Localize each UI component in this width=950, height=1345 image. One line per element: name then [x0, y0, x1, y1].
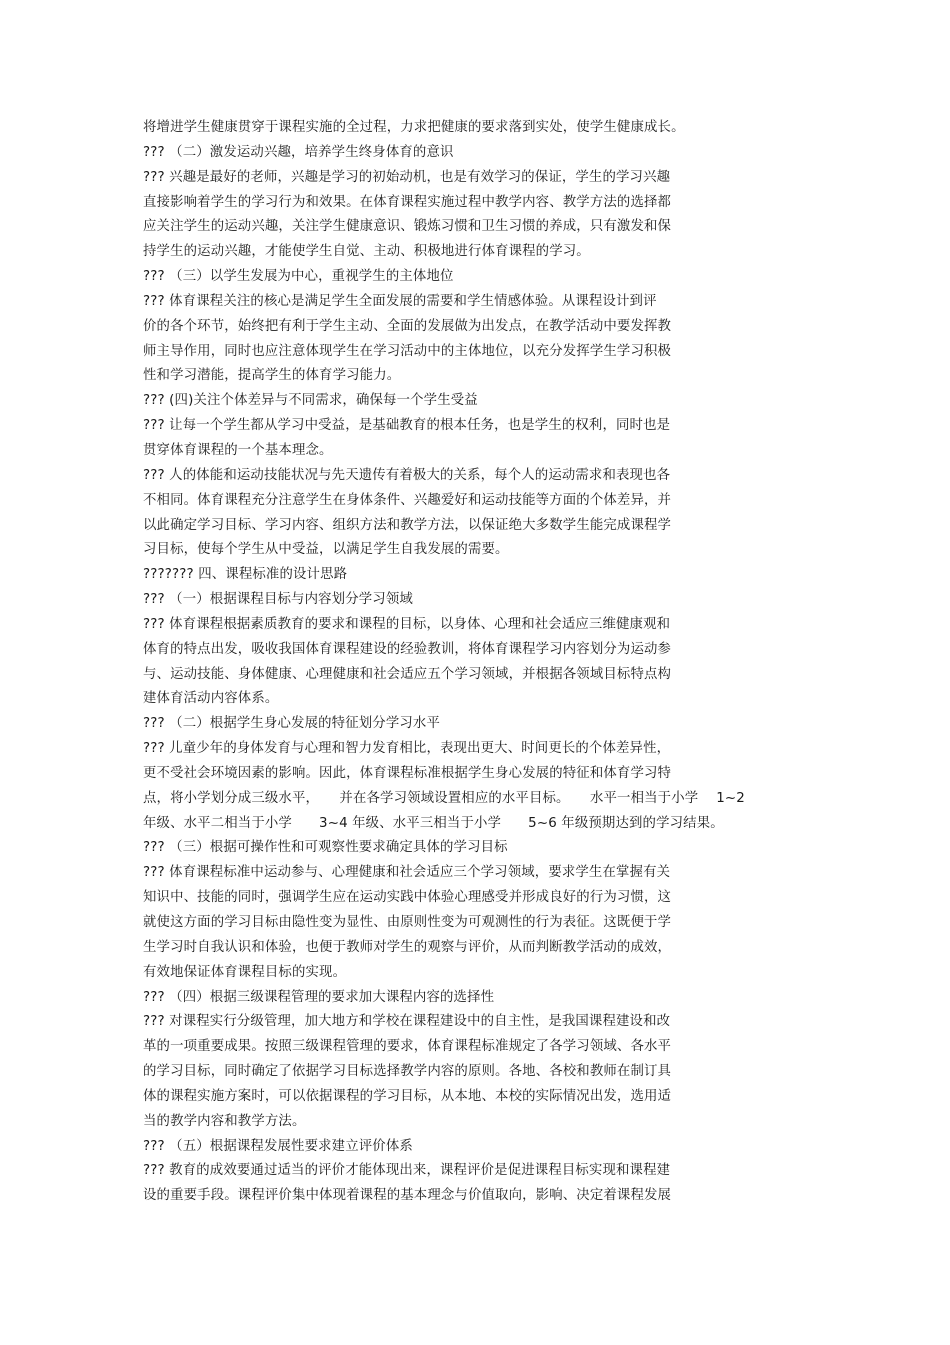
text-line-content: 有效地保证体育课程目标的实现。 — [143, 964, 347, 980]
text-line — [143, 1110, 843, 1135]
text-line-content: 价的各个环节，始终把有利于学生主动、全面的发展做为出发点，在教学活动中要发挥教 — [143, 318, 672, 334]
text-line-content: ??? 儿童少年的身体发育与心理和智力发育相比，表现出更大、时间更长的个体差异性， — [143, 741, 671, 757]
text-line — [143, 514, 843, 539]
text-line — [143, 1159, 843, 1184]
text-line-content: 习目标，使每个学生从中受益，以满足学生自我发展的需要。 — [143, 542, 509, 558]
text-line-content: ??? 让每一个学生都从学习中受益，是基础教育的根本任务，也是学生的权利，同时也是 — [143, 418, 671, 434]
text-line — [143, 414, 843, 439]
text-line-content: 应关注学生的运动兴趣，关注学生健康意识、锻炼习惯和卫生习惯的养成，只有激发和保 — [143, 219, 672, 235]
text-line — [143, 489, 843, 514]
text-line — [143, 166, 843, 191]
text-line-content: 的学习目标，同时确定了依据学习目标选择教学内容的原则。各地、各校和教师在制订具 — [143, 1064, 672, 1080]
text-line-content: 性和学习潜能，提高学生的体育学习能力。 — [143, 368, 401, 384]
text-line — [143, 116, 843, 141]
text-line-content: 将增进学生健康贯穿于课程实施的全过程，力求把健康的要求落到实处，使学生健康成长。 — [143, 120, 685, 135]
text-line — [143, 1035, 843, 1060]
text-line-content: 设的重要手段。课程评价集中体现着课程的基本理念与价值取向，影响、决定着课程发展 — [143, 1188, 672, 1204]
text-line — [143, 439, 843, 464]
text-line-content: 师主导作用，同时也应注意体现学生在学习活动中的主体地位，以充分发挥学生学习积极 — [143, 343, 672, 359]
text-line-content: 年级、水平二相当于小学 3~4 年级、水平三相当于小学 5~6 年级预期达到的学习结果。 — [143, 815, 724, 831]
text-line — [143, 191, 843, 216]
text-line — [143, 663, 843, 688]
text-line-content: ??? 兴趣是最好的老师，兴趣是学习的初始动机，也是有效学习的保证，学生的学习兴趣 — [143, 169, 671, 185]
text-line — [143, 886, 843, 911]
text-line — [143, 364, 843, 389]
text-line — [143, 911, 843, 936]
text-line-content: 以此确定学习目标、学习内容、组织方法和教学方法，以保证绝大多数学生能完成课程学 — [143, 517, 672, 533]
text-line-content: ??? (四)关注个体差异与不同需求，确保每一个学生受益 — [143, 393, 478, 409]
section-heading — [143, 712, 843, 737]
text-line — [143, 961, 843, 986]
text-line — [143, 240, 843, 265]
text-line-content: 直接影响着学生的学习行为和效果。在体育课程实施过程中教学内容、教学方法的选择都 — [143, 194, 672, 210]
text-line-content: ??? （二）激发运动兴趣，培养学生终身体育的意识 — [143, 144, 454, 160]
text-line-content: 就使这方面的学习目标由隐性变为显性、由原则性变为可观测性的行为表征。这既便于学 — [143, 915, 672, 930]
text-line-content: ??? （五）根据课程发展性要求建立评价体系 — [143, 1138, 413, 1154]
text-line-content: ??? 人的体能和运动技能状况与先天遗传有着极大的关系，每个人的运动需求和表现也各 — [143, 467, 671, 483]
text-line — [143, 1085, 843, 1110]
text-line-content: ??? 体育课程关注的核心是满足学生全面发展的需要和学生情感体验。从课程设计到评 — [143, 293, 657, 309]
text-line — [143, 687, 843, 712]
text-line — [143, 315, 843, 340]
text-line-content: 生学习时自我认识和体验，也便于教师对学生的观察与评价，从而判断教学活动的成效， — [143, 939, 672, 955]
section-heading — [143, 1135, 843, 1160]
text-line-content: ??? （三）以学生发展为中心，重视学生的主体地位 — [143, 269, 454, 285]
text-line — [143, 464, 843, 489]
text-line-content: ??? （一）根据课程目标与内容划分学习领域 — [143, 592, 413, 608]
text-line-content: 持学生的运动兴趣，才能使学生自觉、主动、积极地进行体育课程的学习。 — [143, 244, 590, 260]
text-line-content: 与、运动技能、身体健康、心理健康和社会适应五个学习领域，并根据各领域目标特点构 — [143, 666, 672, 682]
text-line-content: ??? （四）根据三级课程管理的要求加大课程内容的选择性 — [143, 989, 495, 1005]
text-line-content: ??? （二）根据学生身心发展的特征划分学习水平 — [143, 716, 440, 732]
document-body — [143, 116, 843, 1209]
text-line-content: 不相同。体育课程充分注意学生在身体条件、兴趣爱好和运动技能等方面的个体差异，并 — [143, 492, 672, 508]
text-line-content: ??? 教育的成效要通过适当的评价才能体现出来，课程评价是促进课程目标实现和课程建 — [143, 1163, 671, 1179]
text-line — [143, 787, 843, 812]
text-line — [143, 290, 843, 315]
text-line-content: ??????? 四、课程标准的设计思路 — [143, 567, 348, 583]
text-line-content: 革的一项重要成果。按照三级课程管理的要求，体育课程标准规定了各学习领域、各水平 — [143, 1039, 672, 1055]
text-line — [143, 936, 843, 961]
text-line-content: ??? 体育课程标准中运动参与、心理健康和社会适应三个学习领域，要求学生在掌握有关 — [143, 865, 671, 881]
text-line-content: 更不受社会环境因素的影响。因此，体育课程标准根据学生身心发展的特征和体育学习特 — [143, 765, 672, 781]
text-line-content: 知识中、技能的同时，强调学生应在运动实践中体验心理感受并形成良好的行为习惯，这 — [143, 890, 672, 906]
text-line-content: 当的教学内容和教学方法。 — [143, 1113, 306, 1129]
text-line-content: ??? （三）根据可操作性和可观察性要求确定具体的学习目标 — [143, 840, 508, 856]
text-line — [143, 340, 843, 365]
text-line-content: 体育的特点出发，吸收我国体育课程建设的经验教训，将体育课程学习内容划分为运动参 — [143, 641, 672, 657]
text-line-content: 建体育活动内容体系。 — [143, 691, 279, 707]
text-line — [143, 538, 843, 563]
text-line-content: 体的课程实施方案时，可以依据课程的学习目标，从本地、本校的实际情况出发，选用适 — [143, 1088, 672, 1104]
text-line — [143, 861, 843, 886]
text-line — [143, 638, 843, 663]
chapter-heading — [143, 563, 843, 588]
section-heading — [143, 588, 843, 613]
text-line-content: ??? 体育课程根据素质教育的要求和课程的目标，以身体、心理和社会适应三维健康观和 — [143, 616, 671, 632]
text-line — [143, 762, 843, 787]
text-line — [143, 1060, 843, 1085]
text-line-content: 点，将小学划分成三级水平， 并在各学习领域设置相应的水平目标。 水平一相当于小学 1~2 — [143, 790, 745, 806]
text-line — [143, 812, 843, 837]
text-line — [143, 613, 843, 638]
section-heading — [143, 986, 843, 1011]
section-heading — [143, 389, 843, 414]
text-line-content: ??? 对课程实行分级管理，加大地方和学校在课程建设中的自主性，是我国课程建设和改 — [143, 1014, 671, 1030]
section-heading — [143, 141, 843, 166]
text-line — [143, 215, 843, 240]
text-line-content: 贯穿体育课程的一个基本理念。 — [143, 442, 333, 458]
section-heading — [143, 265, 843, 290]
text-line — [143, 737, 843, 762]
text-line — [143, 1010, 843, 1035]
text-line — [143, 1184, 843, 1209]
section-heading — [143, 836, 843, 861]
